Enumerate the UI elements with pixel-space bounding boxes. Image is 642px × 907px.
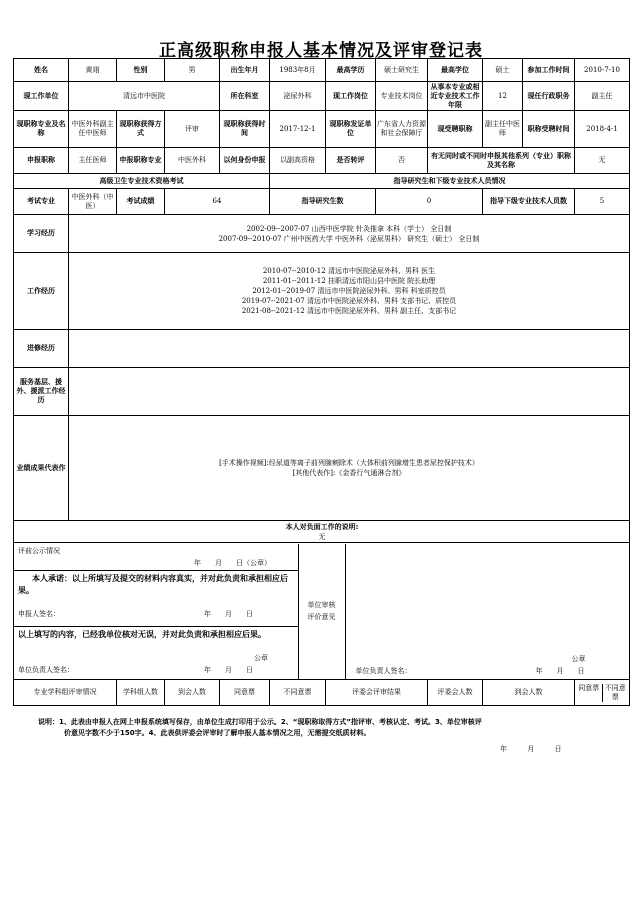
unit-opinion-date: 年 月 日 [535,666,585,675]
work-label: 工作经历 [14,253,69,330]
subject-disagree-label: 不同意票 [270,680,326,706]
work-start-label: 参加工作时间 [523,59,575,82]
degree-label: 最高学位 [428,59,483,82]
transfer-label: 是否转评 [326,148,376,174]
footer-date: 年 月 日 [500,745,562,753]
post-value: 专业技术岗位 [376,82,428,111]
registration-form-table [13,58,630,706]
junior-count-value: 5 [575,189,630,215]
degree-value: 硕士 [483,59,523,82]
exam-major-value: 中医外科（中医） [69,189,117,215]
applicant-date: 年 月 日 [204,609,253,618]
apply-major-label: 申报职称专业 [117,148,165,174]
review-inner-table [14,544,629,679]
unit-head-sign: 单位负责人签名： [18,665,74,674]
promise-box [14,571,298,627]
promise-text: 本人承诺：以上所填写及提交的材料内容真实，并对此负责和承担相应后果。 [18,573,288,595]
service-label: 服务基层、援外、援派工作经历 [14,368,69,416]
unit-label: 现工作单位 [14,82,69,111]
study-row [14,215,630,253]
study-line: 2007-09--2010-07 广州中医药大学 中医外科（泌尿男科） 研究生（硕士） 全日制 [218,234,480,243]
gender-label: 性别 [117,59,165,82]
hired-title-label: 现受聘职称 [428,111,483,148]
grad-count-value: 0 [376,189,483,215]
education-value: 硕士研究生 [376,59,428,82]
committee-vote-split [576,684,628,702]
applicant-sign: 申报人签名： [18,609,60,618]
unit-seal-2: 公章 [571,654,586,663]
verify-date: 年 月 日 [204,665,253,674]
negative-label: 本人对负面工作的说明: [285,522,359,531]
committee-agree-label [575,680,630,706]
issuer-label: 现职称发证单位 [326,111,376,148]
work-row [14,253,630,330]
obtain-time-label: 现职称获得时间 [220,111,270,148]
education-label: 最高学历 [326,59,376,82]
section-header-row [14,174,630,189]
years-value: 12 [483,82,523,111]
study-label: 学习经历 [14,215,69,253]
hired-title-value: 副主任中医师 [483,111,523,148]
subject-review-label: 专业学科组评审情况 [14,680,117,706]
training-row [14,330,630,368]
unit-opinion-label: 单位审核评价意见 [298,544,345,679]
junior-count-label: 指导下级专业技术人员数 [483,189,575,215]
review-block [14,543,630,680]
achievement-label: 业绩成果代表作 [14,416,69,521]
work-content [69,253,630,330]
review-row [14,543,630,680]
study-content [69,215,630,253]
work-unit-row [14,82,630,111]
dept-value: 泌尿外科 [270,82,326,111]
service-content [69,368,630,416]
years-label: 从事本专业或相近专业技术工作年限 [428,82,483,111]
admin-post-value: 副主任 [575,82,630,111]
grad-count-label: 指导研究生数 [270,189,376,215]
achievement-content [69,416,630,521]
guide-section-header: 指导研究生和下级专业技术人员情况 [270,174,630,189]
identity-value: 以副高资格 [270,148,326,174]
title-row [14,111,630,148]
negative-content [14,521,630,543]
transfer-value: 否 [376,148,428,174]
negative-value: 无 [318,532,326,541]
committee-row [14,680,630,706]
achievement-row [14,416,630,521]
birth-label: 出生年月 [220,59,270,82]
apply-row [14,148,630,174]
work-line: 2012-01--2019-07 清远市中医院泌尿外科、男科 科室质控员 [252,287,446,295]
hire-time-value: 2018-4-1 [575,111,630,148]
training-label: 进修经历 [14,330,69,368]
committee-result-label: 评委会评审结果 [326,680,428,706]
dept-label: 所在科室 [220,82,270,111]
work-start-value: 2010-7-10 [575,59,630,82]
achievement-line: [手术操作视频]:经尿道等离子前列腺剜除术（大体积前列腺增生患者尿控保护技术） [219,459,479,467]
apply-major-value: 中医外科 [165,148,220,174]
unit-value: 清远市中医院 [69,82,220,111]
method-value: 评审 [165,111,220,148]
committee-attend-label: 到会人数 [483,680,575,706]
publicity-label: 评前公示情况 [18,546,60,555]
verify-text: 以上填写的内容，已经我单位核对无误，并对此负责和承担相应后果。 [18,629,266,639]
current-title-label: 现职称专业及名称 [14,111,69,148]
publicity-box [14,544,298,571]
unit-head-sign-2: 单位负责人签名： [355,666,412,675]
committee-agree-cell: 同意票 [578,683,600,692]
applicant-section [14,544,298,679]
exam-major-label: 考试专业 [14,189,69,215]
method-label: 现职称获得方式 [117,111,165,148]
obtain-time-value: 2017-12-1 [270,111,326,148]
service-row [14,368,630,416]
current-title-value: 中医外科副主任中医师 [69,111,117,148]
notes-block [38,717,608,739]
form-title: 正高级职称申报人基本情况及评审登记表 [159,41,483,61]
committee-disagree-cell: 不同意票 [602,684,629,702]
work-line: 2019-07--2021-07 清远市中医院泌尿外科、男科 支部书记、质控员 [241,297,457,305]
birth-value: 1983年8月 [270,59,326,82]
issuer-value: 广东省人力资源和社会保障厅 [376,111,428,148]
post-label: 现工作岗位 [326,82,376,111]
apply-title-value: 主任医师 [69,148,117,174]
basic-info-row [14,59,630,82]
committee-members-label: 评委会人数 [428,680,483,706]
exam-section-header: 高级卫生专业技术资格考试 [14,174,270,189]
other-series-label: 有无同时或不同时申报其他系列（专业）职称及其名称 [428,148,575,174]
exam-row [14,189,630,215]
hire-time-label: 职称受聘时间 [523,111,575,148]
work-line: 2011-01--2011-12 挂职清远市阳山县中医院 院长助理 [262,277,436,285]
notes-line-1: 说明：1、此表由申报人在网上申报系统填写保存，由单位生成打印用于公示。2、“现职称取得方式”指评审、考核认定、考试。3、单位审核评 [38,718,482,726]
unit-seal: 公章 [254,653,268,662]
work-line: 2010-07--2010-12 清远市中医院泌尿外科、男科 医生 [262,267,436,275]
other-series-value: 无 [575,148,630,174]
name-value: 黄翊 [69,59,117,82]
notes-line-2: 价意见字数不少于150字。4、此表供评委会评审时了解申报人基本情况之用，无需提交纸质材料。 [64,729,371,737]
exam-score-value: 64 [165,189,270,215]
apply-title-label: 申报职称 [14,148,69,174]
admin-post-label: 现任行政职务 [523,82,575,111]
subject-attend-label: 到会人数 [165,680,220,706]
verify-box [14,627,298,679]
work-line: 2021-08--2021-12 清远市中医院泌尿外科、男科 副主任、支部书记 [241,307,457,315]
training-content [69,330,630,368]
subject-agree-label: 同意票 [220,680,270,706]
unit-opinion-area [345,544,629,679]
name-label: 姓名 [14,59,69,82]
study-line: 2002-09--2007-07 山西中医学院 针灸推拿 本科（学士） 全日制 [246,224,452,233]
publicity-date-seal: 年 月 日（公章） [194,558,271,567]
identity-label: 以何身份申报 [220,148,270,174]
exam-score-label: 考试成绩 [117,189,165,215]
subject-members-label: 学科组人数 [117,680,165,706]
achievement-line: [其他代表作]:《金香行气通淋合剂》 [292,469,406,477]
negative-row [14,521,630,543]
gender-value: 男 [165,59,220,82]
